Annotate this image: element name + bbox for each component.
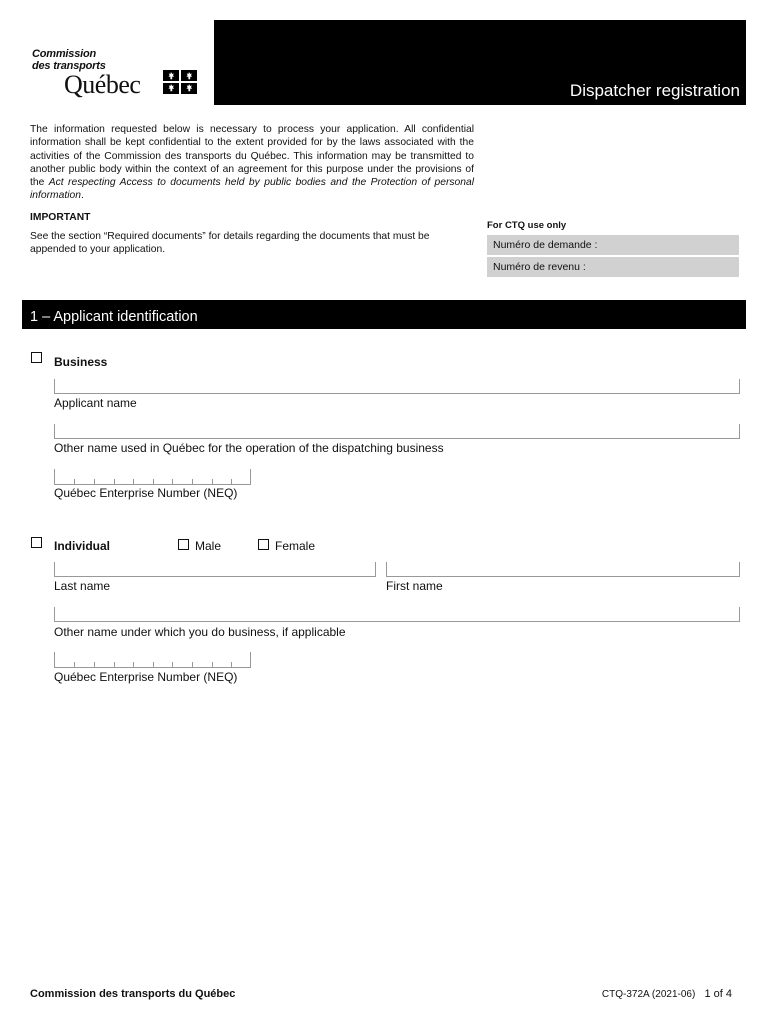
footer-form-info	[602, 988, 732, 1000]
female-label: Female	[275, 539, 316, 553]
form-code: CTQ-372A (2021-06)	[601, 989, 696, 1000]
ctq-use-label: For CTQ use only	[487, 220, 567, 231]
applicant-name-input[interactable]	[54, 379, 740, 394]
individual-label: Individual	[54, 539, 111, 553]
female-checkbox[interactable]	[258, 539, 269, 550]
logo-line-2: des transports	[32, 60, 106, 72]
individual-neq-label: Québec Enterprise Number (NEQ)	[54, 670, 238, 684]
important-text: See the section “Required documents” for details regarding the documents that must be appended to your application.	[30, 231, 430, 255]
quebec-flag-icon	[163, 70, 197, 94]
applicant-name-label: Applicant name	[54, 396, 137, 410]
page-number: 1 of 4	[704, 988, 732, 1000]
business-label: Business	[54, 355, 108, 369]
first-name-label: First name	[386, 579, 443, 593]
header-bar	[214, 20, 746, 105]
important-heading: IMPORTANT	[30, 212, 91, 223]
page-title: Dispatcher registration	[569, 81, 740, 100]
intro-act-name: Act respecting Access to documents held by public bodies and the Protection of personal information	[30, 177, 474, 202]
business-alias-label: Other name under which you do business, if applicable	[54, 625, 346, 639]
intro-text-end: .	[80, 190, 84, 202]
revenue-number-field[interactable]: Numéro de revenu :	[487, 257, 739, 277]
business-alias-input[interactable]	[54, 607, 740, 622]
individual-checkbox[interactable]	[31, 537, 42, 548]
other-name-input[interactable]	[54, 424, 740, 439]
last-name-label: Last name	[54, 579, 111, 593]
male-label: Male	[195, 539, 222, 553]
other-name-label: Other name used in Québec for the operation of the dispatching business	[54, 441, 444, 455]
section-1-header: 1 – Applicant identification	[22, 300, 746, 329]
logo-line-3: Québec	[64, 70, 141, 99]
logo-line-1: Commission	[32, 48, 97, 60]
application-number-field[interactable]: Numéro de demande :	[487, 235, 739, 255]
last-name-input[interactable]	[54, 562, 376, 577]
male-checkbox[interactable]	[178, 539, 189, 550]
intro-text: The information requested below is necessary to process your application. All confidential information shall be kept confidential to the extent provided for by the laws associated with the activities of the Commission des transports du Québec. This information may be transmitted to another public body within the context of an agreement for this purpose under the provisions of the	[30, 124, 474, 189]
footer-organization: Commission des transports du Québec	[30, 988, 236, 1000]
business-neq-input[interactable]	[54, 469, 251, 485]
business-checkbox[interactable]	[31, 352, 42, 363]
first-name-input[interactable]	[386, 562, 740, 577]
individual-neq-input[interactable]	[54, 652, 251, 668]
intro-paragraph	[30, 123, 474, 203]
business-neq-label: Québec Enterprise Number (NEQ)	[54, 486, 238, 500]
ctq-logo	[32, 48, 212, 100]
